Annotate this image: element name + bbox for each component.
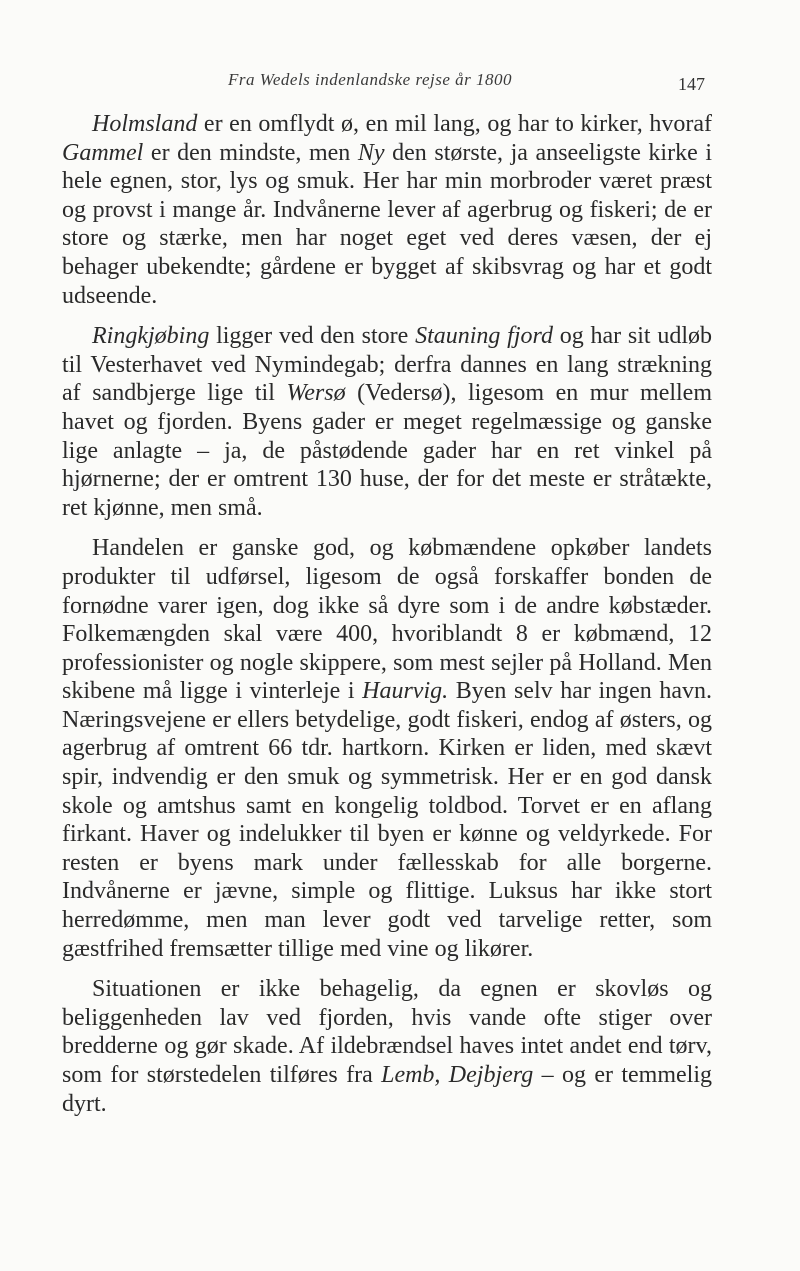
place-name: Wersø xyxy=(286,380,346,407)
text-run: (Vedersø), ligesom en mur mellem havet og fjorden. Byens gader er meget regelmæssige og ganske lige anlagte – ja, de påstødende gader har en ret vinkel på hjørnerne; der er omtrent 130 huse, der for det meste er stråtækte, ret kjønne, men små. xyxy=(62,380,713,521)
paragraph-situationen xyxy=(62,975,712,1118)
page-number: 147 xyxy=(678,74,705,94)
place-name: Gammel xyxy=(62,139,144,166)
body-text xyxy=(62,110,712,1118)
place-name: Lemb, Dejbjerg xyxy=(381,1062,534,1088)
place-name: Stauning fjord xyxy=(415,323,553,350)
text-run: er den mindste, men xyxy=(143,139,358,166)
text-run: ligger ved den store xyxy=(209,323,416,350)
text-run: Handelen er ganske god, og købmændene opkøber landets produkter til udførsel, ligesom de også forskaffer bonden de fornødne varer igen, dog ikke så dyre som i de andre købstæder. Folkemængden skal være 400, hvoriblandt 8 er købmænd, 12 professionister og nogle skippere, som mest sejler på Holland. Men skibene må ligge i vinterleje i xyxy=(62,535,712,705)
place-name: Ny xyxy=(357,139,385,166)
text-run: og har sit udløb til Vesterhavet ved Nymindegab; derfra dannes en lang strækning af sandbjerge lige til xyxy=(62,323,713,407)
running-head: Fra Wedels indenlandske rejse år 1800 xyxy=(228,70,513,89)
text-run: Situationen er ikke behagelig, da egnen er skovløs og beliggenheden lav ved fjorden, hvis vande ofte stiger over bredderne og gør skade. Af ildebrændsel haves intet andet end tørv, som for størstedelen tilføres fra xyxy=(62,976,712,1088)
text-run: – og er temmelig dyrt. xyxy=(62,1062,712,1117)
paragraph-ringkjobing xyxy=(62,322,712,522)
paragraph-handelen xyxy=(62,534,712,963)
paragraph-holmsland xyxy=(62,110,712,310)
text-run: er en omflydt ø, en mil lang, og har to kirker, hvoraf xyxy=(197,111,712,137)
place-name: Ringkjøbing xyxy=(92,323,210,350)
place-name: Holmsland xyxy=(92,111,198,137)
place-name: Haurvig. xyxy=(362,678,449,705)
text-run: den største, ja anseeligste kirke i hele egnen, stor, lys og smuk. Her har min morbroder været præst og provst i mange år. Indvånerne lever af agerbrug og fiskeri; de er store og stærke, men har noget eget ved deres væsen, der ej behager ubekendte; gårdene er bygget af skibsvrag og har et godt udseende. xyxy=(62,139,712,309)
text-run: Byen selv har ingen havn. Næringsvejene er ellers betydelige, godt fiskeri, endog af østers, og agerbrug af omtrent 66 tdr. hartkorn. Kirken er liden, med skævt spir, indvendig er den smuk og symmetrisk. Her er en god dansk skole og amtshus samt en kongelig toldbod. Torvet er en aflang firkant. Haver og indelukker til byen er kønne og veldyrkede. For resten er byens mark under fællesskab for alle borgerne. Indvånerne er jævne, simple og flittige. Luksus har ikke stort herredømme, men man lever godt ved tarvelige retter, som gæstfrihed fremsætter tillige med vine og likører. xyxy=(62,678,713,962)
